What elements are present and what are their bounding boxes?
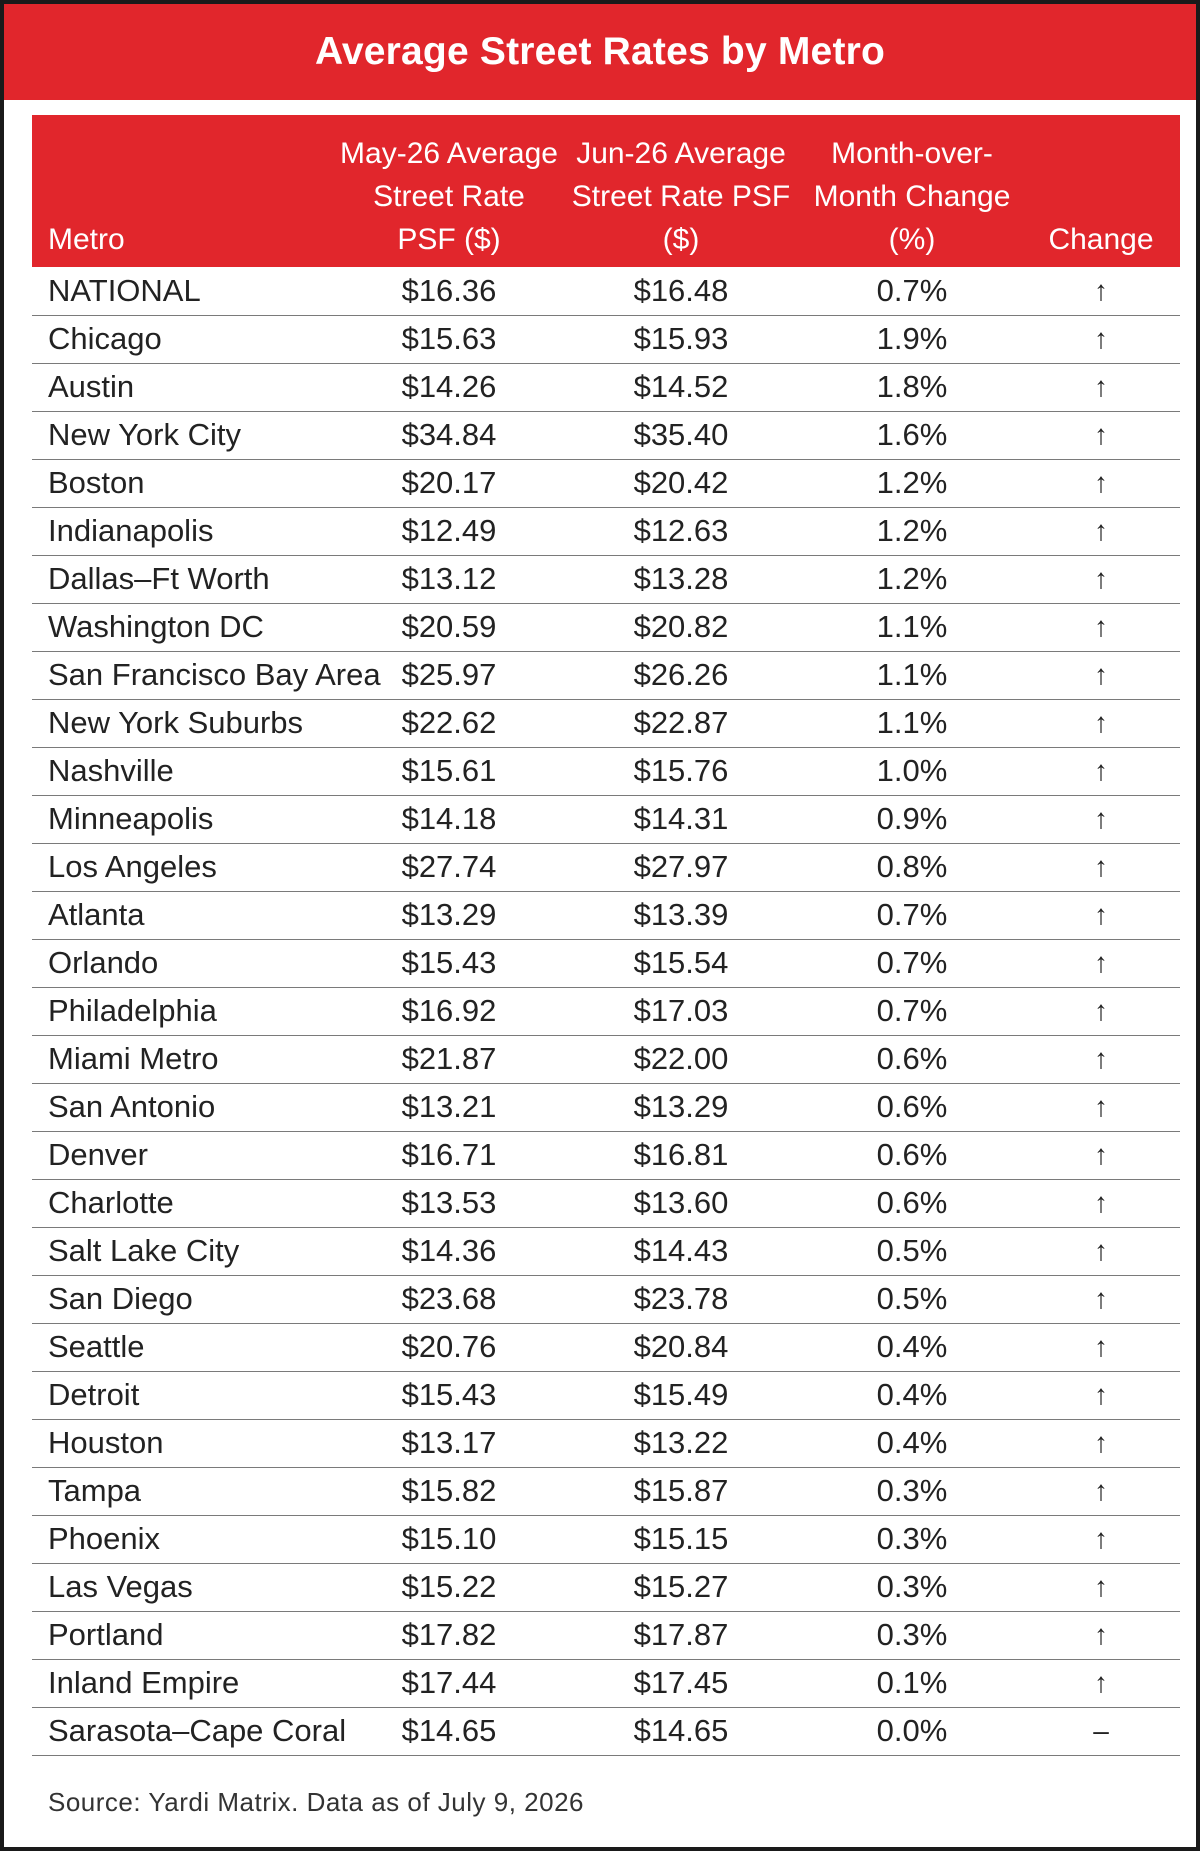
column-header-change: Change [1048, 223, 1154, 256]
jun-rate-cell: $22.00 [633, 1041, 729, 1076]
change-arrow-icon: ↑ [1094, 1187, 1108, 1218]
may-rate-cell: $34.84 [401, 417, 497, 452]
column-header-mom-change: Month-over- Month Change (%) [813, 137, 1011, 256]
mom-change-cell: 0.0% [876, 1713, 948, 1748]
table-row [32, 363, 1180, 411]
jun-rate-cell: $14.65 [633, 1713, 729, 1748]
mom-change-cell: 0.6% [876, 1041, 948, 1076]
change-arrow-icon: – [1093, 1715, 1109, 1746]
change-arrow-icon: ↑ [1094, 1571, 1108, 1602]
may-rate-cell: $14.18 [401, 801, 497, 836]
table-row [32, 1083, 1180, 1131]
jun-rate-cell: $15.27 [633, 1569, 729, 1604]
metro-cell: Orlando [48, 945, 159, 980]
may-rate-cell: $13.53 [401, 1185, 497, 1220]
table-row [32, 987, 1180, 1035]
may-rate-cell: $17.82 [401, 1617, 497, 1652]
mom-change-cell: 1.9% [876, 321, 948, 356]
change-arrow-icon: ↑ [1094, 1667, 1108, 1698]
mom-change-cell: 1.2% [876, 561, 948, 596]
jun-rate-cell: $15.54 [633, 945, 729, 980]
jun-rate-cell: $20.84 [633, 1329, 729, 1364]
may-rate-cell: $17.44 [401, 1665, 497, 1700]
jun-rate-cell: $15.15 [633, 1521, 729, 1556]
change-arrow-icon: ↑ [1094, 274, 1108, 306]
change-arrow-icon: ↑ [1094, 707, 1108, 738]
mom-change-cell: 0.4% [876, 1377, 948, 1412]
table-row [32, 939, 1180, 987]
mom-change-cell: 0.7% [876, 945, 948, 980]
jun-rate-cell: $15.93 [633, 321, 729, 356]
change-arrow-icon: ↑ [1094, 563, 1108, 594]
table-row [32, 603, 1180, 651]
table-row [32, 267, 1180, 315]
metro-cell: Philadelphia [48, 993, 217, 1028]
table-row [32, 1227, 1180, 1275]
change-arrow-icon: ↑ [1094, 947, 1108, 978]
mom-change-cell: 0.6% [876, 1137, 948, 1172]
metro-cell: New York Suburbs [48, 705, 304, 740]
may-rate-cell: $21.87 [401, 1041, 497, 1076]
metro-cell: New York City [48, 417, 241, 452]
title-bar [4, 4, 1196, 100]
mom-change-cell: 0.3% [876, 1473, 948, 1508]
may-rate-cell: $16.36 [401, 272, 497, 308]
mom-change-cell: 0.7% [876, 272, 948, 308]
change-arrow-icon: ↑ [1094, 1139, 1108, 1170]
change-arrow-icon: ↑ [1094, 995, 1108, 1026]
jun-rate-cell: $20.82 [633, 609, 729, 644]
mom-change-cell: 1.2% [876, 513, 948, 548]
mom-change-cell: 0.3% [876, 1617, 948, 1652]
may-rate-cell: $12.49 [401, 513, 497, 548]
may-rate-cell: $20.17 [401, 465, 497, 500]
jun-rate-cell: $12.63 [633, 513, 729, 548]
may-rate-cell: $15.82 [401, 1473, 497, 1508]
metro-cell: Seattle [48, 1329, 145, 1364]
jun-rate-cell: $20.42 [633, 465, 729, 500]
may-rate-cell: $25.97 [401, 657, 497, 692]
column-header-may-rate: May-26 Average Street Rate PSF ($) [340, 137, 558, 256]
metro-cell: Nashville [48, 753, 174, 788]
mom-change-cell: 1.6% [876, 417, 948, 452]
jun-rate-cell: $13.28 [633, 561, 729, 596]
metro-cell: Salt Lake City [48, 1233, 240, 1268]
mom-change-cell: 0.4% [876, 1329, 948, 1364]
may-rate-cell: $23.68 [401, 1281, 497, 1316]
table-row [32, 459, 1180, 507]
jun-rate-cell: $35.40 [633, 417, 729, 452]
jun-rate-cell: $16.81 [633, 1137, 729, 1172]
change-arrow-icon: ↑ [1094, 755, 1108, 786]
change-arrow-icon: ↑ [1094, 1379, 1108, 1410]
change-arrow-icon: ↑ [1094, 1091, 1108, 1122]
may-rate-cell: $13.12 [401, 561, 497, 596]
metro-cell: Phoenix [48, 1521, 161, 1556]
table-row [32, 651, 1180, 699]
table-row [32, 1323, 1180, 1371]
mom-change-cell: 0.7% [876, 993, 948, 1028]
metro-cell: San Antonio [48, 1089, 216, 1124]
metro-cell: Miami Metro [48, 1041, 219, 1076]
jun-rate-cell: $22.87 [633, 705, 729, 740]
mom-change-cell: 0.7% [876, 897, 948, 932]
metro-cell: Boston [48, 465, 145, 500]
metro-cell: Minneapolis [48, 801, 214, 836]
page-title: Average Street Rates by Metro [314, 30, 886, 73]
change-arrow-icon: ↑ [1094, 371, 1108, 402]
jun-rate-cell: $13.60 [633, 1185, 729, 1220]
jun-rate-cell: $13.39 [633, 897, 729, 932]
table-row [32, 1371, 1180, 1419]
metro-cell: Charlotte [48, 1185, 174, 1220]
mom-change-cell: 0.9% [876, 801, 948, 836]
jun-rate-cell: $26.26 [633, 657, 729, 692]
jun-rate-cell: $14.52 [633, 369, 729, 404]
column-header-jun-rate: Jun-26 Average Street Rate PSF ($) [571, 137, 791, 256]
table-row [32, 843, 1180, 891]
may-rate-cell: $20.76 [401, 1329, 497, 1364]
mom-change-cell: 0.6% [876, 1185, 948, 1220]
may-rate-cell: $20.59 [401, 609, 497, 644]
change-arrow-icon: ↑ [1094, 611, 1108, 642]
change-arrow-icon: ↑ [1094, 419, 1108, 450]
may-rate-cell: $15.43 [401, 945, 497, 980]
table-row [32, 1515, 1180, 1563]
change-arrow-icon: ↑ [1094, 1523, 1108, 1554]
jun-rate-cell: $13.29 [633, 1089, 729, 1124]
change-arrow-icon: ↑ [1094, 1043, 1108, 1074]
table-row [32, 315, 1180, 363]
metro-cell: San Diego [48, 1281, 193, 1316]
may-rate-cell: $15.22 [401, 1569, 497, 1604]
metro-cell: Chicago [48, 321, 162, 356]
may-rate-cell: $15.43 [401, 1377, 497, 1412]
change-arrow-icon: ↑ [1094, 1619, 1108, 1650]
mom-change-cell: 1.1% [876, 609, 948, 644]
metro-cell: NATIONAL [48, 272, 201, 308]
change-arrow-icon: ↑ [1094, 323, 1108, 354]
metro-cell: Inland Empire [48, 1665, 240, 1700]
metro-cell: Atlanta [48, 897, 145, 932]
mom-change-cell: 0.5% [876, 1233, 948, 1268]
change-arrow-icon: ↑ [1094, 515, 1108, 546]
may-rate-cell: $13.17 [401, 1425, 497, 1460]
table-row [32, 1131, 1180, 1179]
may-rate-cell: $16.92 [401, 993, 497, 1028]
may-rate-cell: $14.36 [401, 1233, 497, 1268]
table-row [32, 555, 1180, 603]
metro-cell: Washington DC [48, 609, 264, 644]
mom-change-cell: 1.1% [876, 657, 948, 692]
change-arrow-icon: ↑ [1094, 899, 1108, 930]
jun-rate-cell: $14.31 [633, 801, 729, 836]
metro-cell: Austin [48, 369, 135, 404]
metro-cell: Los Angeles [48, 849, 217, 884]
table-row [32, 747, 1180, 795]
metro-cell: Houston [48, 1425, 164, 1460]
table-row [32, 1707, 1180, 1755]
column-header-metro: Metro [48, 223, 125, 256]
metro-cell: Tampa [48, 1473, 142, 1508]
mom-change-cell: 1.2% [876, 465, 948, 500]
mom-change-cell: 0.1% [876, 1665, 948, 1700]
table-row [32, 699, 1180, 747]
may-rate-cell: $15.63 [401, 321, 497, 356]
may-rate-cell: $27.74 [401, 849, 497, 884]
table-row [32, 1419, 1180, 1467]
jun-rate-cell: $15.76 [633, 753, 729, 788]
metro-cell: Sarasota–Cape Coral [48, 1713, 347, 1748]
mom-change-cell: 1.0% [876, 753, 948, 788]
table-row [32, 411, 1180, 459]
rates-table-wrapper [32, 115, 1180, 1756]
may-rate-cell: $14.65 [401, 1713, 497, 1748]
metro-cell: Detroit [48, 1377, 140, 1412]
table-row [32, 1659, 1180, 1707]
change-arrow-icon: ↑ [1094, 659, 1108, 690]
metro-cell: Las Vegas [48, 1569, 193, 1604]
jun-rate-cell: $17.87 [633, 1617, 729, 1652]
table-row [32, 1563, 1180, 1611]
mom-change-cell: 0.8% [876, 849, 948, 884]
may-rate-cell: $15.10 [401, 1521, 497, 1556]
table-header-row [32, 115, 1180, 267]
jun-rate-cell: $23.78 [633, 1281, 729, 1316]
jun-rate-cell: $27.97 [633, 849, 729, 884]
table-row [32, 1275, 1180, 1323]
mom-change-cell: 0.3% [876, 1569, 948, 1604]
jun-rate-cell: $17.03 [633, 993, 729, 1028]
jun-rate-cell: $15.87 [633, 1473, 729, 1508]
jun-rate-cell: $13.22 [633, 1425, 729, 1460]
change-arrow-icon: ↑ [1094, 1235, 1108, 1266]
table-row [32, 795, 1180, 843]
table-row [32, 507, 1180, 555]
mom-change-cell: 0.6% [876, 1089, 948, 1124]
may-rate-cell: $13.21 [401, 1089, 497, 1124]
table-body [32, 267, 1180, 1755]
mom-change-cell: 0.3% [876, 1521, 948, 1556]
may-rate-cell: $22.62 [401, 705, 497, 740]
mom-change-cell: 0.5% [876, 1281, 948, 1316]
metro-cell: Denver [48, 1137, 148, 1172]
may-rate-cell: $14.26 [401, 369, 497, 404]
table-row [32, 1035, 1180, 1083]
may-rate-cell: $16.71 [401, 1137, 497, 1172]
mom-change-cell: 0.4% [876, 1425, 948, 1460]
metro-cell: San Francisco Bay Area [48, 657, 381, 692]
rates-table [32, 115, 1180, 1756]
change-arrow-icon: ↑ [1094, 1475, 1108, 1506]
mom-change-cell: 1.1% [876, 705, 948, 740]
change-arrow-icon: ↑ [1094, 467, 1108, 498]
metro-cell: Dallas–Ft Worth [48, 561, 270, 596]
mom-change-cell: 1.8% [876, 369, 948, 404]
change-arrow-icon: ↑ [1094, 1283, 1108, 1314]
change-arrow-icon: ↑ [1094, 1427, 1108, 1458]
table-row [32, 1179, 1180, 1227]
source-note: Source: Yardi Matrix. Data as of July 9, 2026 [48, 1787, 585, 1817]
metro-cell: Portland [48, 1617, 164, 1652]
may-rate-cell: $13.29 [401, 897, 497, 932]
change-arrow-icon: ↑ [1094, 1331, 1108, 1362]
table-row [32, 1467, 1180, 1515]
jun-rate-cell: $16.48 [633, 272, 729, 308]
jun-rate-cell: $17.45 [633, 1665, 729, 1700]
jun-rate-cell: $14.43 [633, 1233, 729, 1268]
change-arrow-icon: ↑ [1094, 851, 1108, 882]
metro-cell: Indianapolis [48, 513, 214, 548]
table-row [32, 1611, 1180, 1659]
table-row [32, 891, 1180, 939]
may-rate-cell: $15.61 [401, 753, 497, 788]
change-arrow-icon: ↑ [1094, 803, 1108, 834]
jun-rate-cell: $15.49 [633, 1377, 729, 1412]
